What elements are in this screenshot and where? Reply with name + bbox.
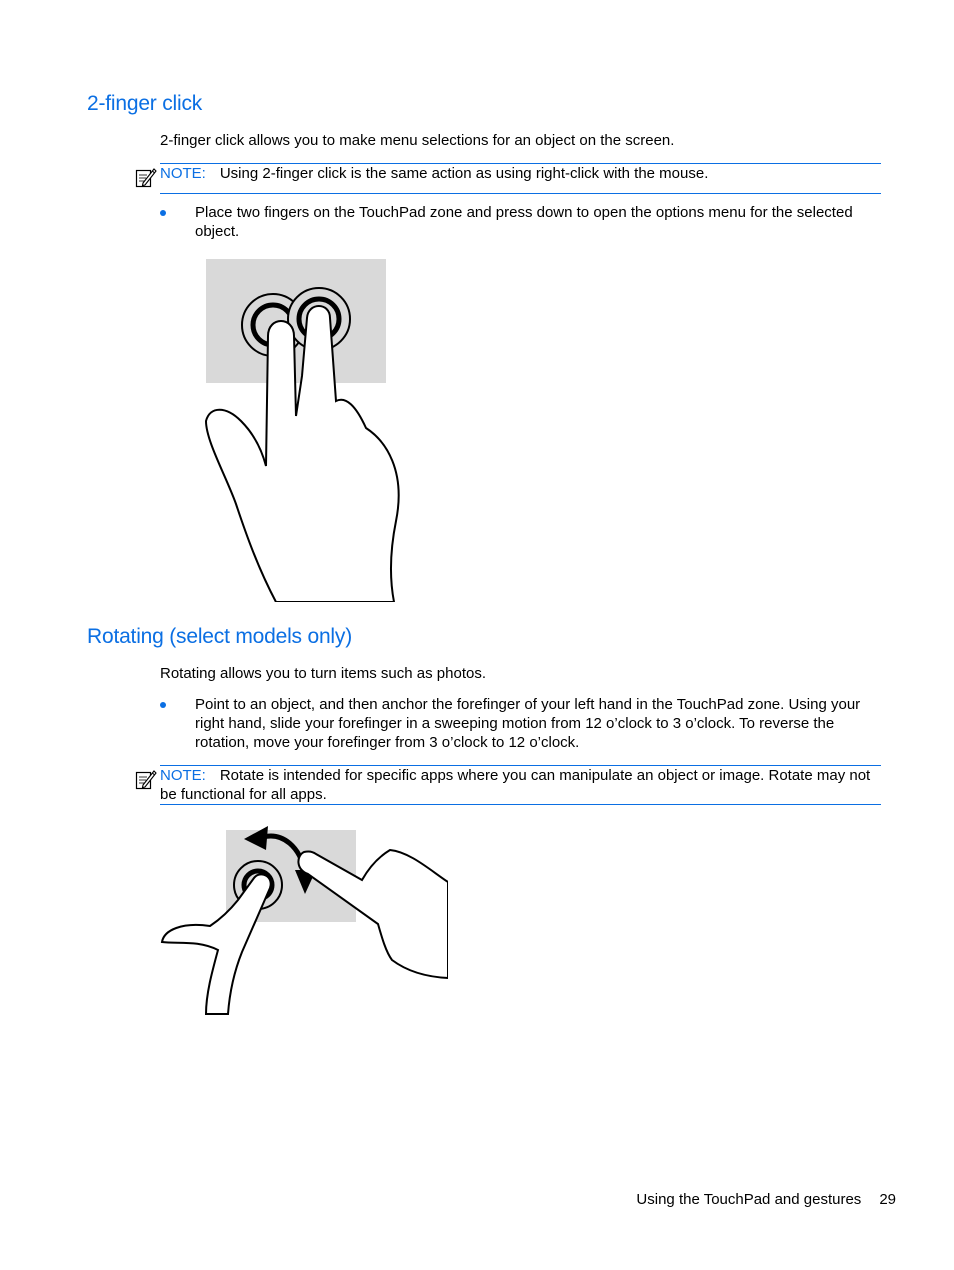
list-item-rotating (160, 695, 880, 752)
footer-title: Using the TouchPad and gestures (636, 1191, 862, 1208)
bullet-text: Point to an object, and then anchor the forefinger of your left hand in the TouchPad zone. Using your right hand, slide your forefinger in a sweeping motion from 12 o’clock to 3 o’clock. To reverse the rotation, move your forefinger from 3 o’clock to 12 o’clock. (195, 696, 861, 751)
rotating-illustration (158, 822, 450, 1018)
note-box-2-finger-click (160, 163, 881, 194)
section-heading-rotating: Rotating (select models only) (87, 625, 352, 648)
note-pencil-icon (135, 768, 157, 790)
left-hand-outline (162, 874, 271, 1014)
section-intro-2-finger-click: 2-finger click allows you to make menu selections for an object on the screen. (160, 132, 675, 149)
note-label: NOTE: (160, 767, 206, 784)
section-heading-2-finger-click: 2-finger click (87, 92, 203, 115)
bullet-text: Place two fingers on the TouchPad zone and press down to open the options menu for the selected object. (195, 204, 853, 240)
page-footer (636, 1191, 896, 1208)
bullet-dot (160, 702, 166, 708)
section-intro-rotating: Rotating allows you to turn items such as photos. (160, 665, 487, 682)
note-box-rotating (160, 765, 881, 805)
page-number: 29 (879, 1191, 896, 1208)
note-text: Rotate is intended for specific apps where you can manipulate an object or image. Rotate may not be functional for all apps. (160, 767, 871, 803)
list-item-2-finger-click (160, 203, 880, 241)
two-finger-click-illustration (196, 256, 412, 604)
bullet-dot (160, 210, 166, 216)
note-label: NOTE: (160, 165, 206, 182)
note-pencil-icon (135, 166, 157, 188)
note-text: Using 2-finger click is the same action as using right-click with the mouse. (219, 165, 709, 182)
